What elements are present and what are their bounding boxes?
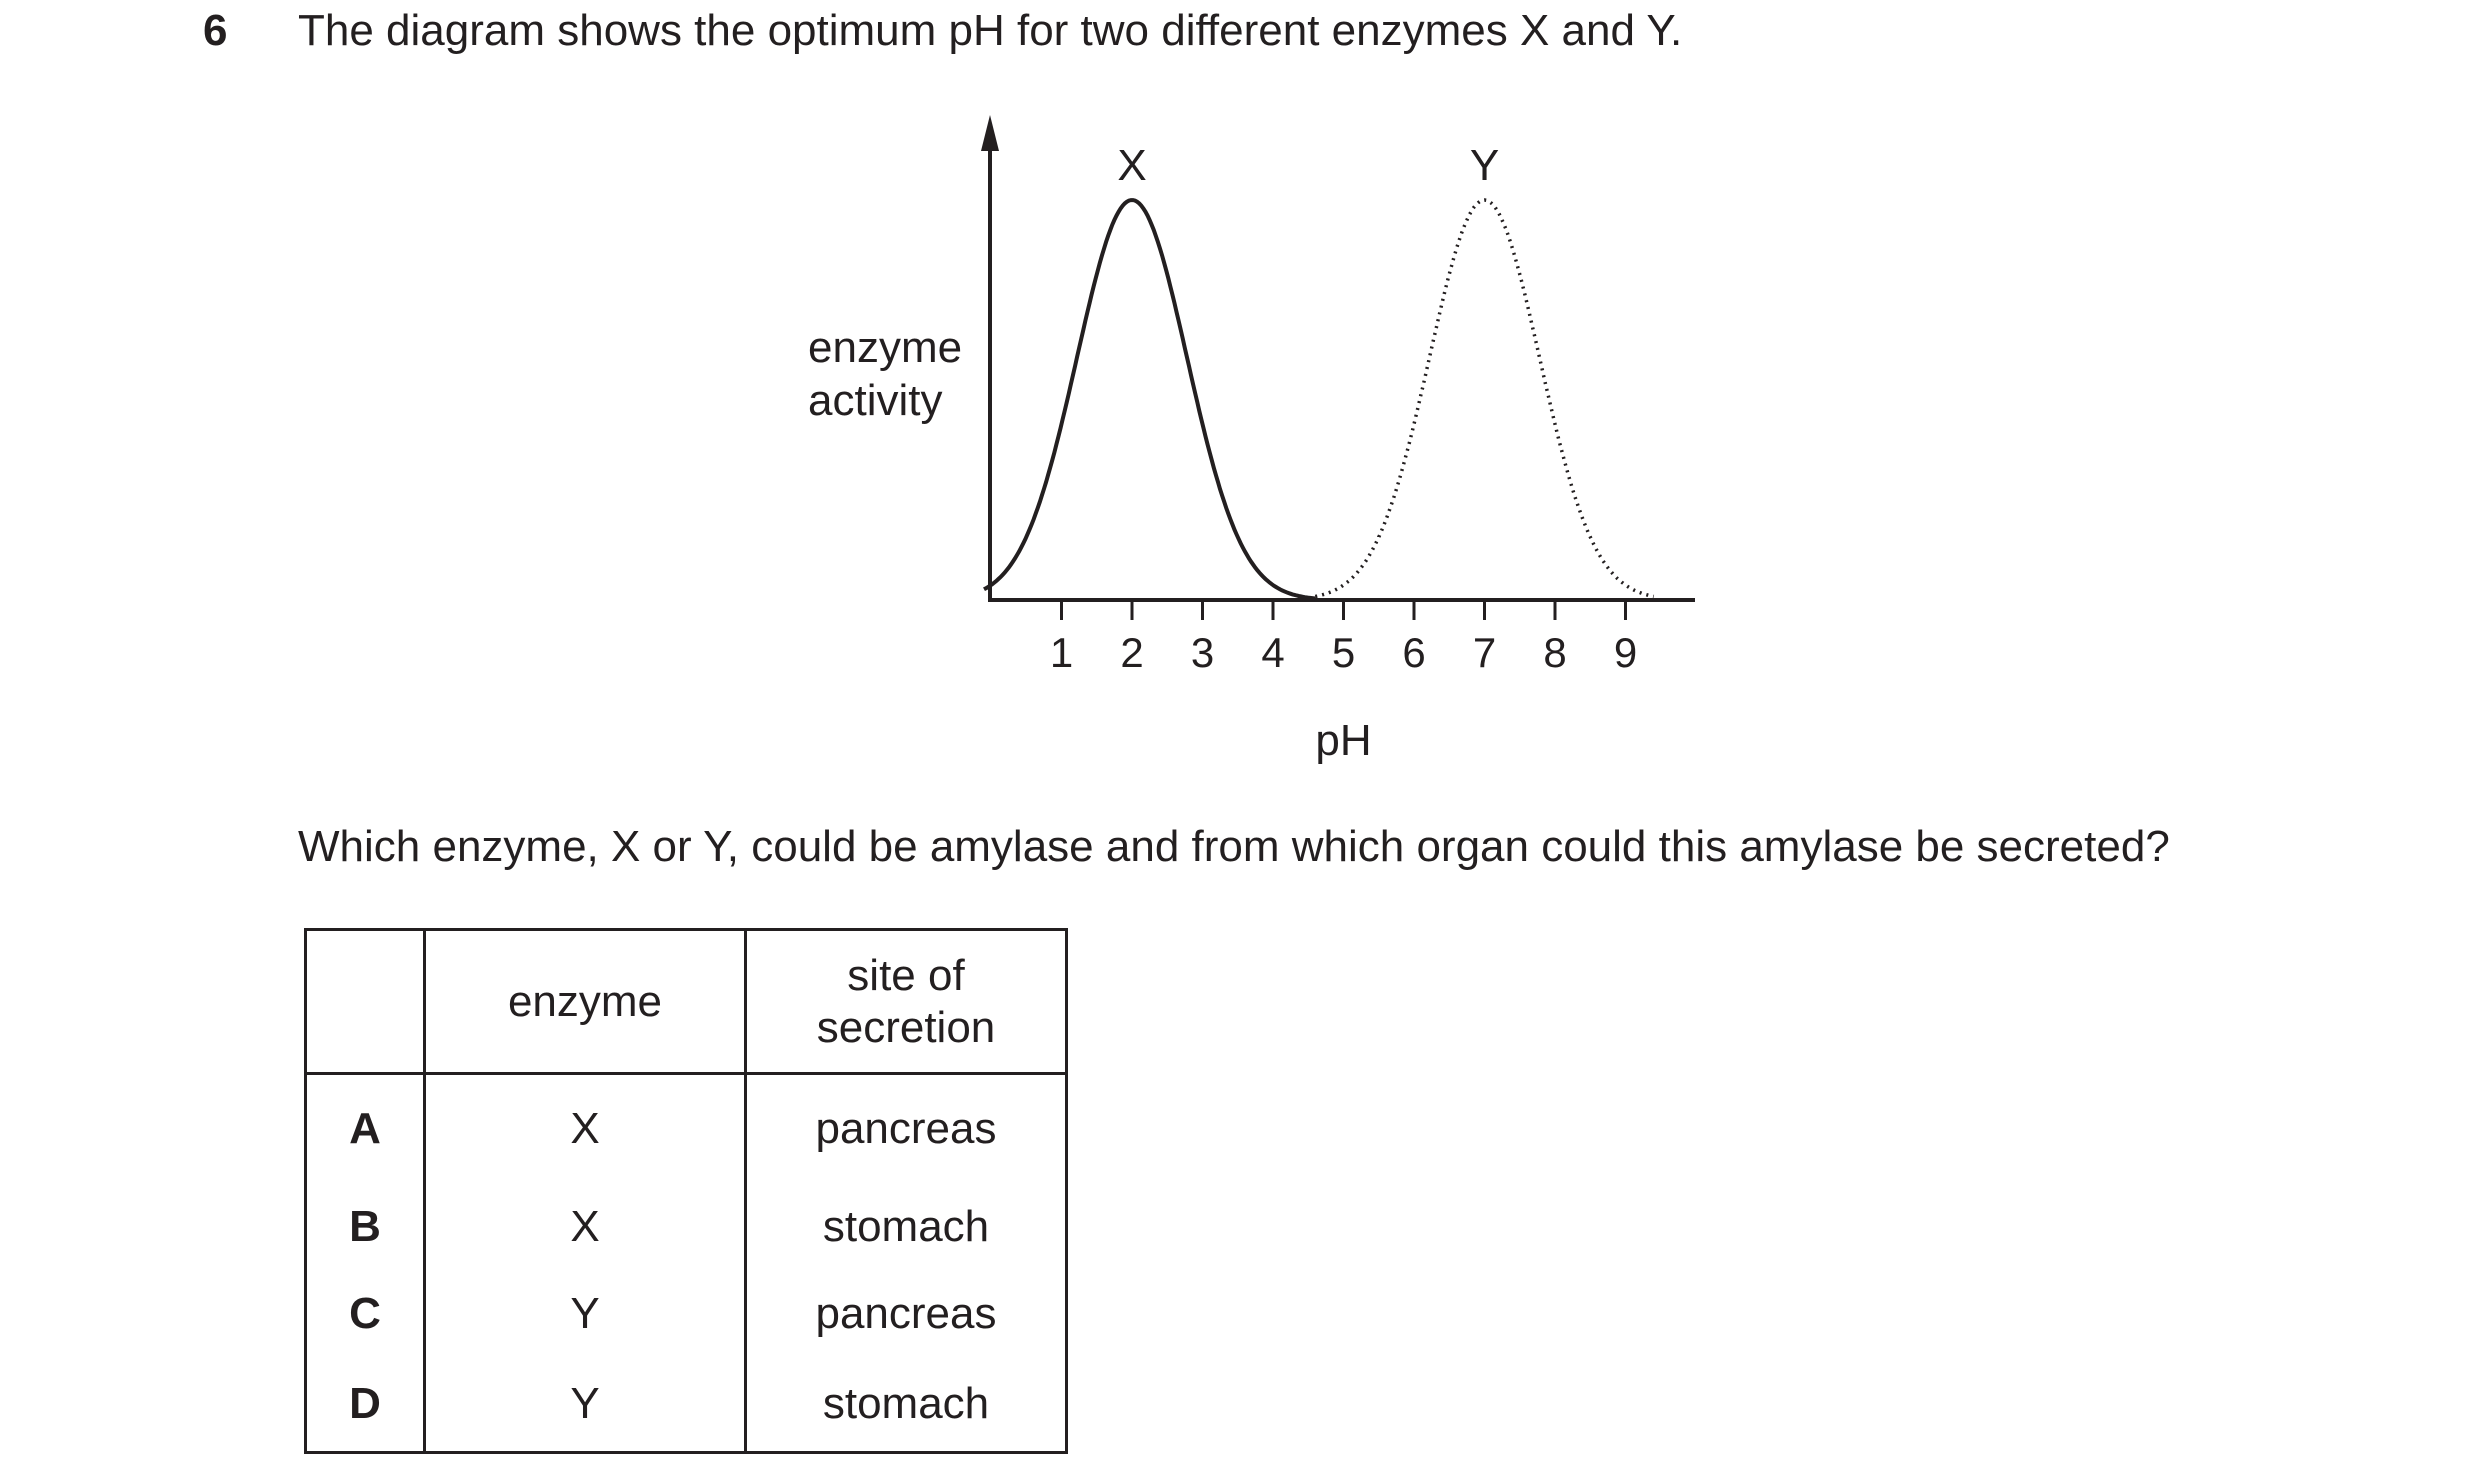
x-tick-label: 1 — [1049, 629, 1074, 676]
series-y-label: Y — [1469, 141, 1500, 190]
y-axis-label-line: enzyme — [808, 323, 963, 372]
table-header-row — [306, 930, 1067, 1074]
table-row[interactable] — [306, 1270, 1067, 1357]
option-site: stomach — [746, 1357, 1067, 1453]
y-axis-label-line: activity — [808, 376, 943, 425]
header-letter — [306, 930, 425, 1074]
question-number: 6 — [203, 6, 228, 55]
option-enzyme: X — [425, 1183, 746, 1270]
header-site — [746, 930, 1067, 1074]
question-intro: The diagram shows the optimum pH for two different enzymes X and Y. — [298, 6, 1683, 55]
question-prompt: Which enzyme, X or Y, could be amylase and from which organ could this amylase be secreted? — [298, 822, 2170, 871]
x-tick-label: 9 — [1613, 629, 1638, 676]
x-tick-label: 2 — [1120, 629, 1144, 676]
table-row[interactable] — [306, 1074, 1067, 1184]
chart-ticks — [1050, 602, 1637, 676]
option-site: pancreas — [746, 1074, 1067, 1184]
option-letter: D — [306, 1357, 425, 1453]
chart-curves — [984, 200, 1654, 599]
option-enzyme: Y — [425, 1270, 746, 1357]
option-letter: A — [306, 1074, 425, 1184]
x-axis-label: pH — [1315, 716, 1372, 765]
option-site: pancreas — [746, 1270, 1067, 1357]
option-letter: B — [306, 1183, 425, 1270]
x-tick-label: 3 — [1190, 629, 1215, 676]
series-x-label: X — [1117, 141, 1147, 190]
series-y-curve — [1315, 200, 1653, 597]
x-tick-label: 7 — [1472, 629, 1497, 676]
chart-axes — [981, 115, 1695, 600]
header-site-line-1: site of — [847, 950, 965, 1000]
table-row[interactable] — [306, 1183, 1067, 1270]
option-enzyme: X — [425, 1074, 746, 1184]
x-tick-label: 6 — [1402, 629, 1426, 676]
x-tick-label: 4 — [1261, 629, 1285, 676]
option-site: stomach — [746, 1183, 1067, 1270]
option-letter: C — [306, 1270, 425, 1357]
header-enzyme: enzyme — [425, 930, 746, 1074]
option-enzyme: Y — [425, 1357, 746, 1453]
series-x-curve — [984, 200, 1315, 598]
x-tick-label: 8 — [1543, 629, 1567, 676]
y-axis-arrow-icon — [981, 115, 999, 151]
x-tick-label: 5 — [1331, 629, 1356, 676]
answer-table — [304, 928, 1068, 1454]
table-row[interactable] — [306, 1357, 1067, 1453]
header-site-line-2: secretion — [816, 1002, 996, 1052]
